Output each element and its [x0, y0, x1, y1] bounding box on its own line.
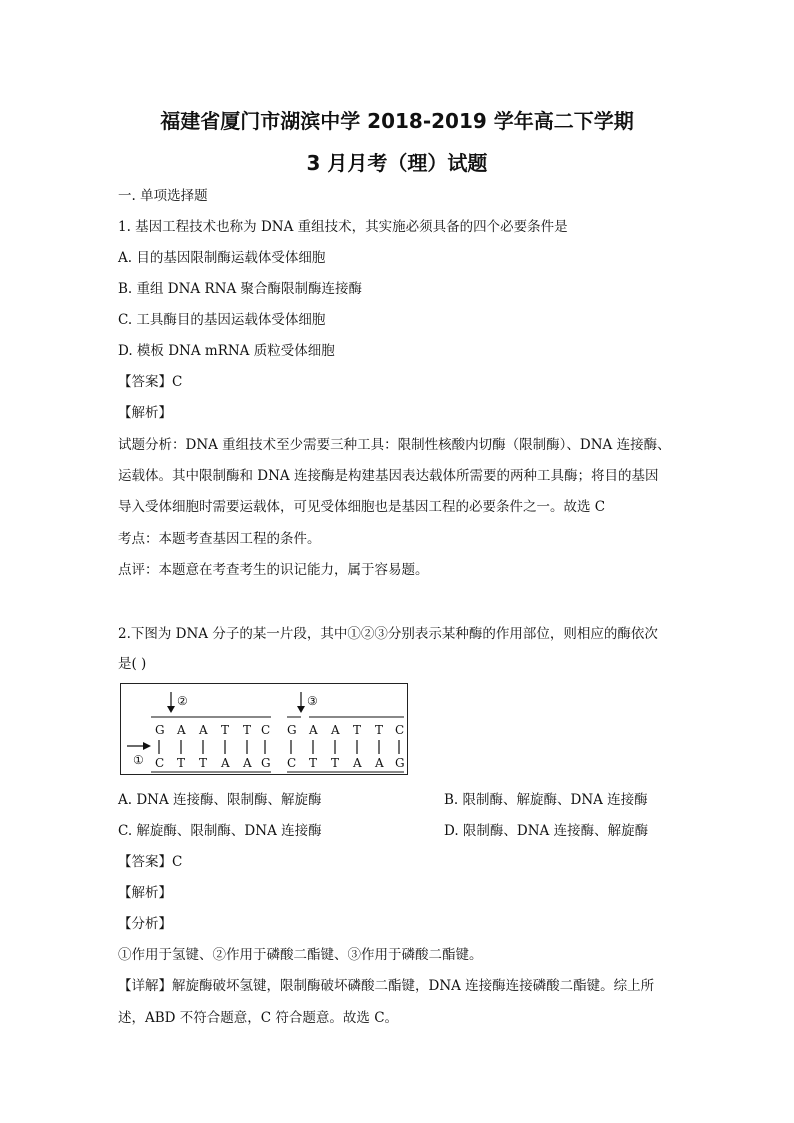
top-base: C: [261, 723, 271, 737]
marker-2: ②: [177, 694, 188, 708]
q2-analysis-label: 【解析】: [118, 885, 172, 901]
top-base: T: [221, 723, 230, 737]
q1-analysis-line: 试题分析：DNA 重组技术至少需要三种工具：限制性核酸内切酶（限制酶）、DNA 连接酶、: [118, 437, 671, 453]
q1-analysis-line: 导入受体细胞时需要运载体，可见受体细胞也是基因工程的必要条件之一。故选 C: [118, 499, 606, 515]
q1-option-d: D. 模板 DNA mRNA 质粒受体细胞: [118, 343, 335, 359]
top-base: T: [353, 723, 362, 737]
dna-fragment-figure: [120, 683, 408, 775]
document-title-line2: 3 月月考（理）试题: [306, 151, 488, 175]
top-base: A: [331, 723, 340, 737]
q1-analysis-line: 运载体。其中限制酶和 DNA 连接酶是构建基因表达载体所需要的两种工具酶；将目的基因: [118, 468, 659, 484]
q2-answer: 【答案】C: [118, 854, 183, 870]
top-base: T: [243, 723, 252, 737]
arrow-2-head: [167, 706, 175, 713]
q2-detail-line1: 【详解】解旋酶破坏氢键，限制酶破坏磷酸二酯键，DNA 连接酶连接磷酸二酯键。综上所: [118, 978, 655, 994]
bottom-base: C: [287, 756, 297, 770]
q1-answer: 【答案】C: [118, 374, 183, 390]
marker-1: ①: [133, 753, 144, 767]
q2-fenxi-label: 【分析】: [118, 916, 172, 932]
top-base: G: [155, 723, 165, 737]
arrow-3-head: [297, 706, 305, 713]
q2-option-a: A. DNA 连接酶、限制酶、解旋酶: [118, 792, 322, 808]
top-base: G: [287, 723, 297, 737]
bottom-base: A: [353, 756, 362, 770]
q1-dianping: 点评：本题意在考查考生的识记能力，属于容易题。: [118, 562, 429, 578]
bottom-base: T: [331, 756, 340, 770]
q2-stem-line2: 是( ): [118, 656, 147, 672]
marker-3: ③: [307, 694, 318, 708]
q1-analysis-label: 【解析】: [118, 405, 172, 421]
top-base: A: [199, 723, 208, 737]
bottom-base: A: [221, 756, 230, 770]
q1-option-b: B. 重组 DNA RNA 聚合酶限制酶连接酶: [118, 281, 362, 297]
base-pairs: [155, 723, 405, 770]
bottom-base: A: [243, 756, 252, 770]
top-base: C: [395, 723, 405, 737]
q1-option-c: C. 工具酶目的基因运载体受体细胞: [118, 312, 326, 328]
arrow-1-head: [143, 742, 151, 750]
bottom-base: C: [155, 756, 165, 770]
q2-stem-line1: 2.下图为 DNA 分子的某一片段，其中①②③分别表示某种酶的作用部位，则相应的酶依次: [118, 626, 658, 642]
top-base: T: [375, 723, 384, 737]
top-base: A: [177, 723, 186, 737]
dna-diagram: [121, 684, 409, 776]
q2-fenxi: ①作用于氢键、②作用于磷酸二酯键、③作用于磷酸二酯键。: [118, 947, 483, 963]
q1-stem: 1. 基因工程技术也称为 DNA 重组技术，其实施必须具备的四个必要条件是: [118, 219, 568, 235]
bottom-base: G: [261, 756, 271, 770]
bottom-base: A: [375, 756, 384, 770]
bottom-base: G: [395, 756, 405, 770]
bottom-base: T: [199, 756, 208, 770]
top-base: A: [309, 723, 318, 737]
section-heading: 一. 单项选择题: [118, 188, 208, 204]
q2-option-c: C. 解旋酶、限制酶、DNA 连接酶: [118, 823, 322, 839]
bottom-base: T: [309, 756, 318, 770]
q2-option-d: D. 限制酶、DNA 连接酶、解旋酶: [444, 823, 649, 839]
q1-option-a: A. 目的基因限制酶运载体受体细胞: [118, 250, 326, 266]
document-title-line1: 福建省厦门市湖滨中学 2018-2019 学年高二下学期: [160, 109, 634, 133]
q2-option-b: B. 限制酶、解旋酶、DNA 连接酶: [444, 792, 648, 808]
q2-detail-line2: 述，ABD 不符合题意，C 符合题意。故选 C。: [118, 1010, 399, 1026]
q1-kaodian: 考点：本题考查基因工程的条件。: [118, 531, 321, 547]
bottom-base: T: [177, 756, 186, 770]
